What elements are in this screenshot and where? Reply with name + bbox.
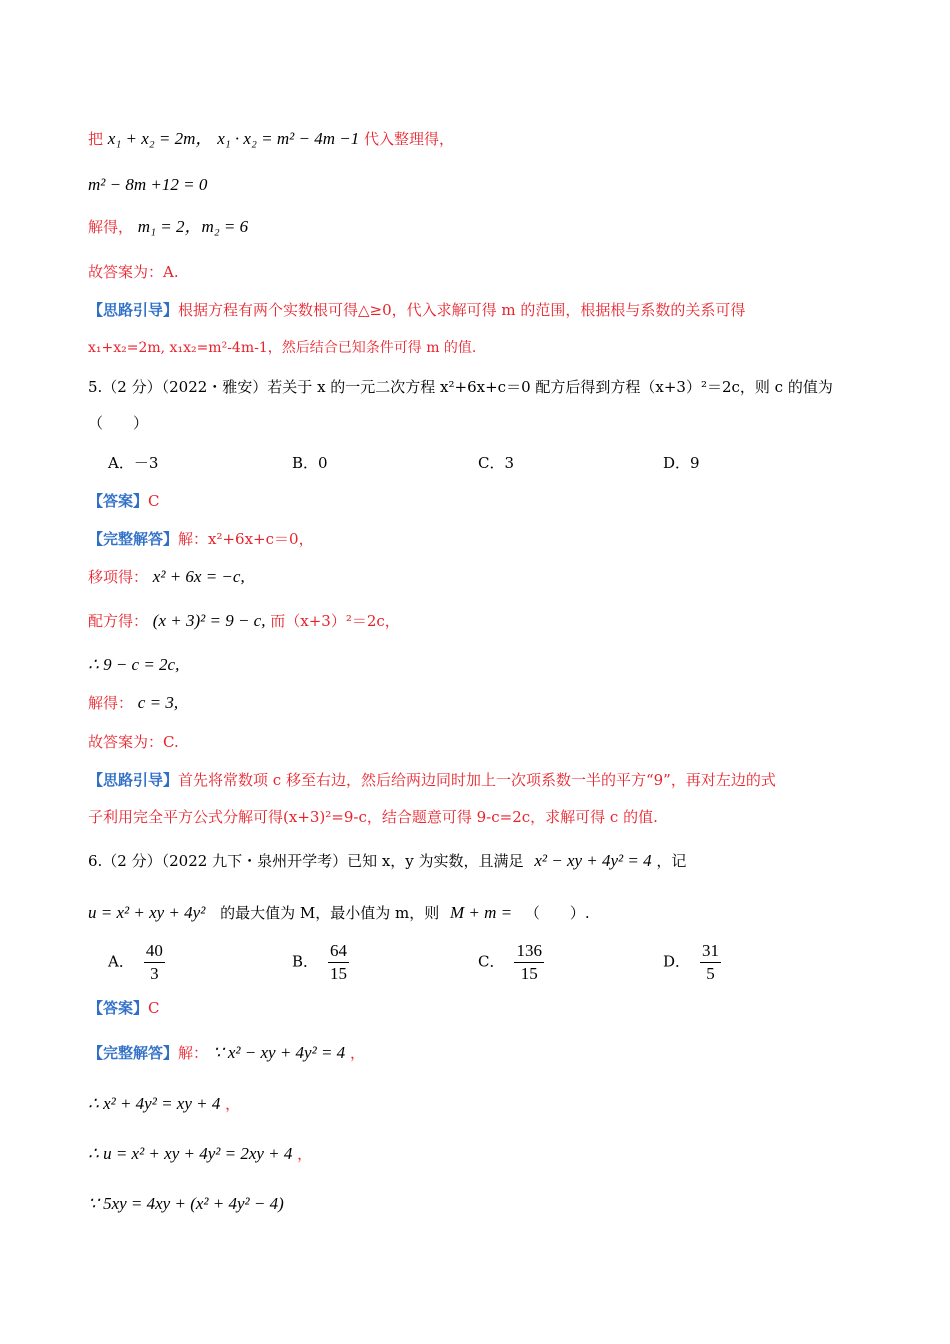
answer-tag: 【答案】: [88, 999, 149, 1017]
text: 把: [88, 130, 104, 148]
math: ∴ u = x² + xy + 4y² = 2xy + 4: [88, 1144, 293, 1163]
text: 配方得：: [88, 612, 149, 630]
option-label: D．: [663, 952, 691, 971]
q5-step4: [88, 692, 178, 714]
equation-line: [88, 174, 207, 196]
denominator: 5: [706, 964, 715, 983]
math: ∵ 5xy = 4xy + (x² + 4y² − 4): [88, 1194, 284, 1213]
hint-line: [88, 299, 745, 321]
math: x² − xy + 4y² = 4: [534, 851, 652, 870]
q5-answer: [88, 490, 160, 512]
q5-option-b: B．0: [292, 454, 328, 472]
q5-step2: [88, 610, 400, 632]
text: 代入整理得，: [363, 130, 454, 148]
q5-stem-paren: （ ）: [88, 414, 149, 432]
fraction: [700, 940, 721, 985]
math-product: x₁ · x₂ = m² − 4m −1: [217, 129, 360, 148]
option-label: B．: [292, 952, 319, 971]
text: （ ）.: [524, 904, 590, 922]
q6-solution-start: [88, 1042, 365, 1064]
solution-text: 解：x²+6x+c＝0，: [178, 530, 314, 548]
answer-value: C: [148, 999, 160, 1017]
solution-text: 解：: [178, 1044, 209, 1062]
solve-line: [88, 216, 248, 238]
solution-tag: 【完整解答】: [88, 530, 179, 548]
comma: ，: [297, 1145, 313, 1163]
fraction: [144, 940, 165, 985]
q6-option-a: [108, 940, 165, 985]
q5-step3: [88, 654, 179, 676]
denominator: 15: [520, 964, 538, 983]
numerator: 64: [328, 940, 349, 963]
fraction: [514, 940, 544, 985]
q6-option-c: [478, 940, 544, 985]
q5-step1: [88, 566, 245, 588]
text: 的最大值为 M，最小值为 m，则: [220, 904, 440, 922]
math: (x + 3)² = 9 − c,: [152, 611, 266, 630]
q6-step2: [88, 1143, 312, 1165]
text: 而（x+3）²＝2c，: [270, 612, 400, 630]
math-sum-product: x₁ + x₂ = 2m，: [107, 129, 213, 148]
numerator: 40: [144, 940, 165, 963]
solution-substitute-line: [88, 128, 454, 150]
math-quadratic: m² − 8m +12 = 0: [88, 175, 208, 194]
q6-step1: [88, 1093, 240, 1115]
denominator: 3: [150, 964, 159, 983]
math-roots: m₁ = 2，m₂ = 6: [137, 217, 249, 236]
q5-solution-start: [88, 528, 314, 550]
math: ∴ 9 − c = 2c,: [88, 655, 180, 674]
q5-stem: 5.（2 分）（2022・雅安）若关于 x 的一元二次方程 x²+6x+c＝0 配方后得到方程（x+3）²＝2c，则 c 的值为: [88, 378, 833, 396]
math: u = x² + xy + 4y²: [88, 903, 206, 922]
option-label: C．: [478, 952, 505, 971]
q5-hint-2: 子利用完全平方公式分解可得(x+3)²=9-c，结合题意可得 9-c=2c，求解可得 c 的值.: [88, 808, 658, 826]
text: 移项得：: [88, 568, 149, 586]
denominator: 15: [330, 964, 348, 983]
solution-tag: 【完整解答】: [88, 1044, 179, 1062]
q6-stem: [88, 850, 686, 872]
math: x² + 6x = −c,: [152, 567, 245, 586]
text: ，记: [656, 852, 687, 870]
text: 解得：: [88, 694, 134, 712]
math: ∴ x² + 4y² = xy + 4: [88, 1094, 221, 1113]
hint-text: 首先将常数项 c 移至右边，然后给两边同时加上一次项系数一半的平方“9”，再对左边的式: [178, 771, 776, 789]
q5-hint: [88, 769, 776, 791]
fraction: [328, 940, 349, 985]
answer-tag: 【答案】: [88, 492, 149, 510]
numerator: 31: [700, 940, 721, 963]
q6-option-d: [663, 940, 721, 985]
math: c = 3,: [137, 693, 179, 712]
comma: ，: [225, 1095, 241, 1113]
hint-line-2: x₁+x₂=2m, x₁x₂=m²-4m-1，然后结合已知条件可得 m 的值.: [88, 340, 477, 356]
final-answer-line: 故答案为：A.: [88, 263, 179, 281]
hint-text: 根据方程有两个实数根可得△≥0，代入求解可得 m 的范围，根据根与系数的关系可得: [178, 301, 746, 319]
q5-option-a: A．－3: [108, 454, 159, 472]
answer-value: C: [148, 492, 160, 510]
q6-step3: [88, 1193, 284, 1215]
math: ∵ x² − xy + 4y² = 4: [212, 1043, 346, 1062]
numerator: 136: [514, 940, 544, 963]
q5-final: 故答案为：C.: [88, 733, 179, 751]
q6-answer: [88, 997, 160, 1019]
math: M + m =: [449, 903, 513, 922]
q6-option-b: [292, 940, 349, 985]
q5-option-c: C．3: [478, 454, 515, 472]
comma: ，: [349, 1044, 365, 1062]
q5-option-d: D．9: [663, 454, 700, 472]
q6-stem-2: [88, 902, 590, 924]
hint-tag: 【思路引导】: [88, 301, 179, 319]
option-label: A．: [108, 952, 134, 971]
hint-tag: 【思路引导】: [88, 771, 179, 789]
text: 6.（2 分）（2022 九下・泉州开学考）已知 x，y 为实数，且满足: [88, 852, 524, 870]
text: 解得，: [88, 218, 134, 236]
